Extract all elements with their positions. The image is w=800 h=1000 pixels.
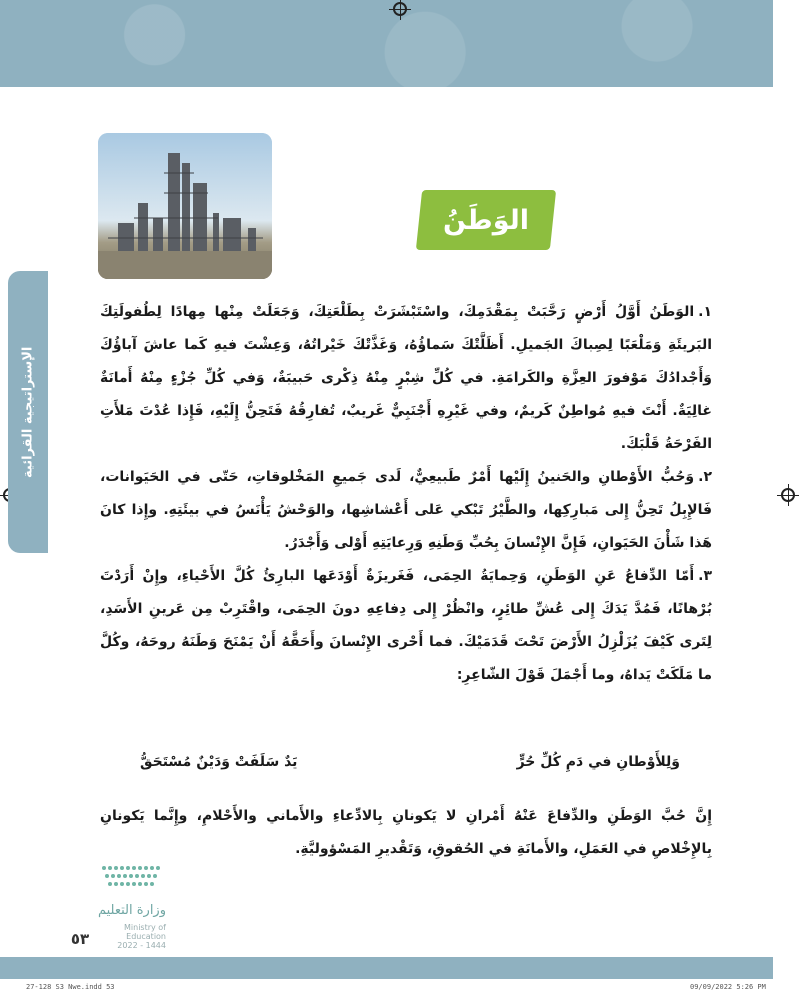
paragraph-text: أَمّا الدِّفاعُ عَنِ الوَطَنِ، وَحِمايَةُ الحِمَى، فَغَريزَةٌ أَوْدَعَها البارِئُ كُلَّ الأَحْياءِ، وإِنْ أَرَدْتَ بُرْهانًا، فَمُدَّ يَدَكَ إِلى عُشِّ طائِرٍ، وانْظُرْ إِلى دِفاعِهِ دونَ الحِمَى، واقْتَرِبْ مِن عَرينِ الأَسَدِ، لِتَرى كَيْفَ يُزَلْزِلُ الأَرْضَ تَحْتَ قَدَمَيْكَ. فما أَحْرى الإِنْسانَ وأَحَقَّهُ أَنْ يَمْنَحَ وَطَنَهُ روحَهُ، وكُلَّ ما مَلَكَتْ يَداهُ، وما أَجْمَلَ قَوْلَ الشّاعِرِ: — [100, 568, 712, 683]
poem-second-hemistich: يَدٌ سَلَفَتْ وَدَيْنٌ مُسْتَحَقُّ — [140, 754, 298, 770]
refinery-photo — [98, 133, 272, 279]
registration-mark-icon — [781, 488, 795, 502]
paragraph-1 — [100, 296, 712, 461]
ministry-name-arabic: وزارة التعليم — [97, 903, 166, 918]
page-number: ٥٣ — [70, 930, 90, 948]
paragraph-2 — [100, 461, 712, 560]
registration-mark-icon — [393, 2, 407, 16]
print-date: 09/09/2022 5:26 PM — [690, 983, 766, 991]
ministry-logo-icon — [100, 862, 162, 892]
header-band — [0, 0, 773, 87]
paragraph-number: ١. — [698, 304, 712, 320]
paragraph-text: وَحُبُّ الأَوْطانِ والحَنينُ إِلَيْها أَمْرٌ طَبيعِيٌّ، لَدى جَميعِ المَخْلوقاتِ، حَتّى في الحَيَوانات، فَالإِبِلُ تَحِنُّ إِلى مَبارِكِها، والطَّيْرُ تَبْكي عَلى أَعْشاشِها، والوَحْشُ يَأْنَسُ في بيئَتِهِ. وإِذا كانَ هَذا شَأْنَ الحَيَوانِ، فَإِنَّ الإِنْسانَ بِحُبِّ وَطَنِهِ وَرِعايَتِهِ أَوْلى وَأَجْدَرُ. — [100, 469, 712, 551]
file-info: 27-128 S3 Nwe.indd 53 — [26, 983, 115, 991]
poem-first-hemistich: وَلِلأَوْطانِ في دَمِ كُلِّ حُرٍّ — [516, 754, 680, 770]
page-title: الوَطَنُ — [442, 204, 530, 236]
poem-verse — [140, 754, 680, 788]
body-text — [100, 296, 712, 692]
ministry-year: 2022 - 1444 — [117, 941, 166, 950]
ministry-name-english — [96, 923, 166, 950]
paragraph-text: الوَطَنُ أَوَّلُ أَرْضٍ رَحَّبَتْ بِمَقْدَمِكَ، واسْتَبْشَرَتْ بِطَلْعَتِكَ، وَجَعَلَتْ مِنْها مِهادًا لِطُفولَتِكَ البَريئَةِ وَمَلْعَبًا لِصِباكَ الجَميلِ. أَظَلَّتْكَ سَماؤُهُ، وَغَذَّتْكَ خَيْراتُهُ، وَعِشْتَ فيهِ كَما عاشَ آباؤُكَ وَأَجْدادُكَ مَوْفورَ العِزَّةِ والكَرامَةِ. في كُلِّ شِبْرٍ مِنْهُ ذِكْرى حَبيبَةٌ، وَفي كُلِّ جُزْءٍ مِنْهُ أَمانَةٌ غالِيَةٌ. أَنْتَ فيهِ مُواطِنٌ كَريمٌ، وفي غَيْرِهِ أَجْنَبِيٌّ غَريبٌ، تُفارِقُهُ فَتَحِنُّ إِلَيْهِ، فَإِذا عُدْتَ مَلأَتِ الفَرْحَةُ قَلْبَكَ. — [100, 304, 712, 452]
paragraph-number: ٣. — [698, 568, 712, 584]
paragraph-number: ٢. — [698, 469, 712, 485]
footer-band — [0, 957, 773, 979]
paragraph-3 — [100, 560, 712, 692]
closing-paragraph: إِنَّ حُبَّ الوَطَنِ والدِّفاعَ عَنْهُ أَمْرانِ لا يَكونانِ بِالادِّعاءِ والأَماني والأَحْلامِ، وإِنَّما يَكونانِ بِالإِخْلاصِ في العَمَلِ، والأَمانَةِ في الحُقوقِ، وَتَقْديرِ المَسْؤوليَّةِ. — [100, 808, 712, 857]
side-tab-label: الإستراتيجية القرائية — [20, 346, 36, 478]
ministry-english-text: Ministry of Education — [124, 923, 166, 941]
